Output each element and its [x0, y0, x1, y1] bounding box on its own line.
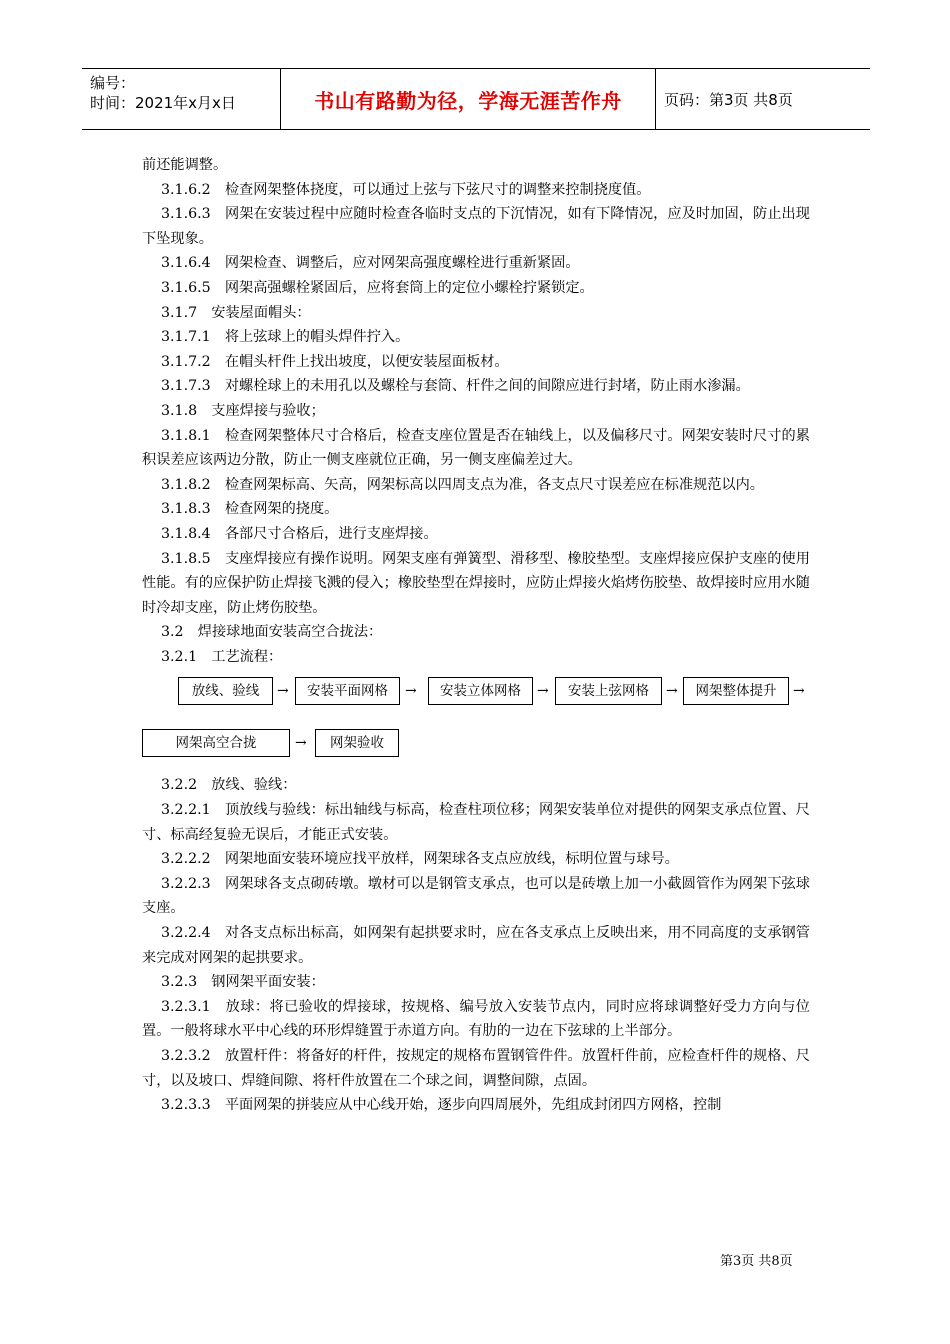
flow-step: 放线、验线: [178, 677, 273, 705]
page-header: [82, 68, 870, 130]
flow-arrow: →: [405, 683, 417, 700]
flow-arrow: →: [295, 735, 307, 752]
paragraph: 3.2.2.4 对各支点标出标高，如网架有起拱要求时，应在各支承点上反映出来，用不同高度的支承钢管来完成对网架的起拱要求。: [142, 925, 810, 966]
header-motto: 书山有路勤为径，学海无涯苦作舟: [314, 88, 622, 113]
paragraph: 3.2.3.3 平面网架的拼装应从中心线开始，逐步向四周展外，先组成封闭四方网格，控制: [161, 1097, 722, 1114]
flow-step: 安装平面网格: [295, 677, 400, 705]
paragraph-group: [142, 153, 810, 669]
flow-step: 网架验收: [315, 729, 399, 757]
paragraph: 3.2.2.2 网架地面安装环境应找平放样，网架球各支点应放线，标明位置与球号。: [161, 851, 679, 868]
document-number-label: 编号：: [90, 74, 136, 92]
paragraph-group: [142, 773, 810, 1117]
paragraph: 3.1.8.1 检查网架整体尺寸合格后，检查支座位置是否在轴线上，以及偏移尺寸。网架安装时尺寸的累积误差应该两边分散，防止一侧支座就位正确，另一侧支座偏差过大。: [142, 427, 810, 469]
header-meta: [90, 73, 280, 113]
flow-step: 安装上弦网格: [555, 677, 662, 705]
paragraph: 3.2.3.2 放置杆件：将备好的杆件，按规定的规格布置钢管件件。放置杆件前，应检查杆件的规格、尺寸，以及坡口、焊缝间隙、将杆件放置在二个球之间，调整间隙，点固。: [142, 1048, 810, 1089]
flow-arrow: →: [793, 683, 805, 700]
paragraph: 3.1.6.5 网架高强螺栓紧固后，应将套筒上的定位小螺栓拧紧锁定。: [161, 279, 594, 296]
paragraph: 3.1.8.4 各部尺寸合格后，进行支座焊接。: [161, 525, 438, 542]
document-body: [142, 153, 810, 1118]
paragraph: 3.2.2.1 顶放线与验线：标出轴线与标高，检查柱项位移；网架安装单位对提供的网架支承点位置、尺寸、标高经复验无误后，才能正式安装。: [142, 802, 810, 843]
paragraph: 3.1.6.3 网架在安装过程中应随时检查各临时支点的下沉情况，如有下降情况，应及时加固，防止出现下坠现象。: [142, 206, 810, 247]
paragraph: 3.1.8.3 检查网架的挠度。: [161, 501, 339, 518]
paragraph: 3.1.8 支座焊接与验收；: [161, 402, 325, 419]
flow-step: 网架高空合拢: [142, 729, 290, 757]
paragraph: 3.2.3.1 放球：将已验收的焊接球，按规格、编号放入安装节点内，同时应将球调整好受力方向与位置。一般将球水平中心线的环形焊缝置于赤道方向。有肋的一边在下弦球的上半部分。: [142, 998, 810, 1040]
process-flowchart: [142, 669, 810, 773]
header-divider: [655, 69, 656, 129]
flow-arrow: →: [666, 683, 678, 700]
paragraph: 3.1.7.1 将上弦球上的帽头焊件拧入。: [161, 329, 410, 346]
paragraph: 3.2.2.3 网架球各支点砌砖墩。墩材可以是钢管支承点，也可以是砖墩上加一小截圆管作为网架下弦球支座。: [142, 875, 810, 917]
paragraph: 3.1.6.2 检查网架整体挠度，可以通过上弦与下弦尺寸的调整来控制挠度值。: [161, 181, 651, 198]
paragraph: 前还能调整。: [142, 157, 228, 173]
paragraph: 3.2.3 钢网架平面安装：: [161, 974, 325, 991]
paragraph: 3.1.7.3 对螺栓球上的未用孔以及螺栓与套筒、杆件之间的间隙应进行封堵，防止雨水渗漏。: [161, 378, 750, 395]
paragraph: 3.2.2 放线、验线：: [161, 777, 297, 794]
page-footer: 第3页 共8页: [720, 1254, 793, 1269]
paragraph: 3.1.7 安装屋面帽头：: [161, 304, 311, 321]
paragraph: 3.1.8.2 检查网架标高、矢高，网架标高以四周支点为准，各支点尺寸误差应在标准规范以内。: [161, 476, 764, 493]
paragraph: 3.2 焊接球地面安装高空合拢法：: [161, 624, 383, 641]
paragraph: 3.1.6.4 网架检查、调整后，应对网架高强度螺栓进行重新紧固。: [161, 255, 580, 272]
paragraph: 3.1.7.2 在帽头杆件上找出坡度，以便安装屋面板材。: [161, 353, 509, 370]
document-time-label: 时间：2021年x月x日: [90, 94, 236, 112]
flow-step: 网架整体提升: [683, 677, 789, 705]
paragraph: 3.2.1 工艺流程：: [161, 648, 283, 665]
header-page-number: 页码：第3页 共8页: [664, 90, 793, 109]
flow-arrow: →: [277, 683, 289, 700]
flow-arrow: →: [537, 683, 549, 700]
flow-step: 安装立体网格: [428, 677, 533, 705]
paragraph: 3.1.8.5 支座焊接应有操作说明。网架支座有弹簧型、滑移型、橡胶垫型。支座焊接应保护支座的使用性能。有的应保护防止焊接飞溅的侵入；橡胶垫型在焊接时，应防止焊接火焰烤伤胶垫、故焊接时应用水随时冷却支座，防止烤伤胶垫。: [142, 550, 810, 616]
